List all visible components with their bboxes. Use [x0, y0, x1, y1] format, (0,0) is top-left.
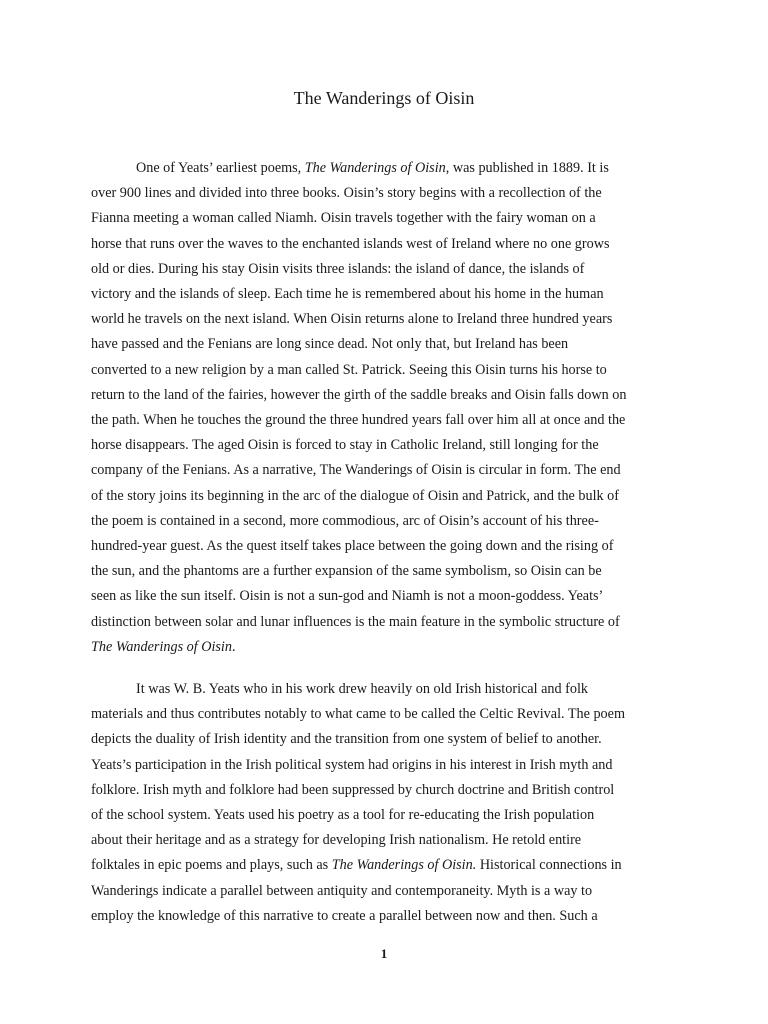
text-run: hundred-year guest. As the quest itself takes place between the going down and the rising of	[91, 538, 614, 555]
text-line	[91, 232, 677, 257]
text-run: horse that runs over the waves to the enchanted islands west of Ireland where no one grows	[91, 235, 610, 252]
page-number: 1	[380, 946, 388, 961]
text-line	[91, 282, 677, 307]
text-line	[91, 828, 677, 853]
italic-title-run: The Wanderings of Oisin	[304, 160, 446, 176]
text-run: victory and the islands of sleep. Each time he is remembered about his home in the human	[91, 286, 604, 303]
text-line	[91, 433, 677, 458]
text-line	[91, 727, 677, 752]
text-run: of the school system. Yeats used his poetry as a tool for re-educating the Irish population	[91, 807, 595, 824]
text-run: depicts the duality of Irish identity and the transition from one system of belief to another.	[91, 731, 602, 748]
text-run: employ the knowledge of this narrative to create a parallel between now and then. Such a	[91, 907, 598, 924]
text-run: One of Yeats’ earliest poems	[136, 160, 298, 176]
text-line	[91, 307, 677, 332]
text-line	[91, 853, 677, 878]
text-run: over 900 lines and divided into three books. Oisin’s story begins with a recollection of the	[91, 185, 602, 202]
text-line	[91, 534, 677, 559]
text-line	[91, 904, 677, 929]
text-run: about their heritage and as a strategy for developing Irish nationalism. He retold entire	[91, 832, 582, 849]
italic-title-run: The Wanderings of Oisin.	[331, 857, 477, 874]
text-line	[91, 753, 677, 778]
document-title: The Wanderings of Oisin	[293, 88, 475, 108]
text-line	[91, 458, 677, 483]
text-run: horse disappears. The aged Oisin is forced to stay in Catholic Ireland, still longing for the	[91, 437, 599, 454]
text-line	[91, 383, 677, 408]
text-line	[91, 206, 677, 231]
text-run: materials and thus contributes notably to what came to be called the Celtic Revival. The poem	[91, 706, 625, 723]
text-run: distinction between solar and lunar influences is the main feature in the symbolic structure of	[91, 613, 620, 630]
text-line	[91, 181, 677, 206]
text-line	[91, 358, 677, 383]
text-run: the path. When he touches the ground the three hundred years fall over him all at once and the	[91, 412, 626, 429]
text-line	[91, 610, 677, 635]
text-line	[91, 484, 677, 509]
text-run: folklore. Irish myth and folklore had been suppressed by church doctrine and British control	[91, 781, 615, 798]
text-line	[91, 635, 677, 660]
text-run: company of the Fenians. As a narrative, The Wanderings of Oisin is circular in form. The end	[91, 462, 621, 479]
text-line	[91, 408, 677, 433]
text-line	[91, 778, 677, 803]
text-run: seen as like the sun itself. Oisin is not a sun-god and Niamh is not a moon-goddess. Yeats’	[91, 588, 604, 605]
text-run: Wanderings indicate a parallel between antiquity and contemporaneity. Myth is a way to	[91, 882, 593, 899]
text-run: old or dies. During his stay Oisin visits three islands: the island of dance, the islands of	[91, 260, 585, 277]
text-run: .	[231, 638, 236, 655]
text-run: Historical connections in	[476, 857, 622, 874]
italic-title-run: The Wanderings of Oisin	[91, 638, 232, 655]
text-run: of the story joins its beginning in the arc of the dialogue of Oisin and Patrick, and the bulk of	[91, 487, 619, 504]
text-line	[91, 677, 677, 702]
body-paragraph-2	[91, 677, 677, 929]
text-run: return to the land of the fairies, however the girth of the saddle breaks and Oisin falls down on	[91, 386, 627, 403]
text-run: , was published in 1889. It is	[445, 160, 609, 176]
text-run: converted to a new religion by a man called St. Patrick. Seeing this Oisin turns his horse to	[91, 361, 607, 378]
text-run: ,	[297, 160, 305, 176]
text-line	[91, 156, 677, 181]
text-line	[91, 257, 677, 282]
text-run: Yeats’s participation in the Irish political system had origins in his interest in Irish myth and	[91, 756, 613, 773]
text-line	[91, 509, 677, 534]
text-line	[91, 584, 677, 609]
text-run: the poem is contained in a second, more commodious, arc of Oisin’s account of his three-	[91, 512, 599, 529]
body-paragraph-1	[91, 156, 677, 660]
text-line	[91, 879, 677, 904]
text-line	[91, 332, 677, 357]
text-run: have passed and the Fenians are long since dead. Not only that, but Ireland has been	[91, 336, 569, 353]
text-line	[91, 559, 677, 584]
text-run: world he travels on the next island. When Oisin returns alone to Ireland three hundred years	[91, 311, 613, 328]
text-line	[91, 803, 677, 828]
text-run: the sun, and the phantoms are a further expansion of the same symbolism, so Oisin can be	[91, 563, 602, 580]
text-run: It was W. B. Yeats who in his work drew heavily on old Irish historical and folk	[136, 681, 588, 697]
text-run: Fianna meeting a woman called Niamh. Oisin travels together with the fairy woman on a	[91, 210, 596, 227]
text-run: folktales in epic poems and plays, such as	[91, 857, 332, 874]
text-line	[91, 702, 677, 727]
